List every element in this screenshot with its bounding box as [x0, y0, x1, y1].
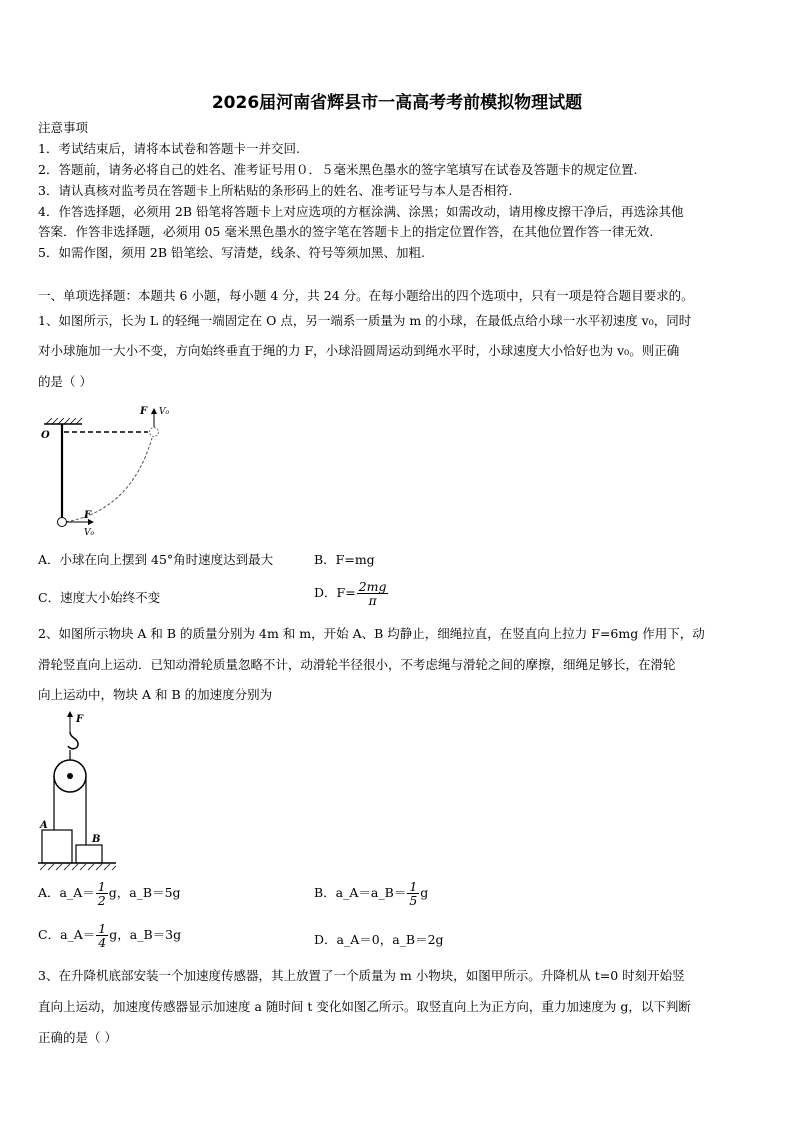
- notice-item: 2．答题前，请务必将自己的姓名、准考证号用０．５毫米黑色墨水的签字笔填写在试卷及答题卡的规定位置.: [38, 162, 638, 177]
- q2-label-A: A: [40, 820, 48, 831]
- q1-label-v0-bottom: V₀: [84, 528, 95, 538]
- section-heading: 一、单项选择题：本题共 6 小题，每小题 4 分，共 24 分。在每小题给出的四个选项中，只有一项是符合题目要求的。: [38, 288, 694, 303]
- q1-label-F-top: F: [140, 406, 148, 417]
- q1-option-d: D．F= $\frac{2mg}{\pi}$: [314, 579, 387, 608]
- q2-label-B: B: [92, 834, 101, 845]
- q3-line3: 正确的是（ ）: [38, 1030, 117, 1045]
- q2-option-d: D．a_A＝0，a_B＝2g: [314, 932, 444, 947]
- q2-figure: [36, 710, 136, 875]
- page-title: 2026届河南省辉县市一高高考考前模拟物理试题: [211, 93, 583, 113]
- q1-option-b: B．F=mg: [314, 552, 375, 567]
- notice-item: 3．请认真核对监考员在答题卡上所粘贴的条形码上的姓名、准考证号与本人是否相符.: [38, 183, 513, 198]
- q2-label-F: F: [76, 714, 84, 725]
- q1-option-c: C．速度大小始终不变: [38, 590, 161, 605]
- q1-figure: [36, 400, 176, 540]
- q1-option-a: A．小球在向上摆到 45°角时速度达到最大: [38, 552, 274, 567]
- q1-label-v0-top: V₀: [159, 407, 170, 417]
- q1-line3: 的是（ ）: [38, 374, 92, 389]
- q2-line2: 滑轮竖直向上运动．已知动滑轮质量忽略不计，动滑轮半径很小，不考虑绳与滑轮之间的摩擦，细绳足够长，在滑轮: [38, 657, 676, 672]
- q1-label-O: O: [41, 430, 50, 441]
- notice-heading: 注意事项: [38, 120, 89, 135]
- q1-line1: 1、如图所示，长为 L 的轻绳一端固定在 O 点，另一端系一质量为 m 的小球，在最低点给小球一水平初速度 v₀，同时: [38, 313, 692, 328]
- q2-line3: 向上运动中，物块 A 和 B 的加速度分别为: [38, 687, 273, 702]
- notice-item: 5．如需作图，须用 2B 铅笔绘、写清楚，线条、符号等须加黑、加粗.: [38, 245, 426, 260]
- q3-line2: 直向上运动，加速度传感器显示加速度 a 随时间 t 变化如图乙所示。取竖直向上为正方向，重力加速度为 g，以下判断: [38, 999, 691, 1014]
- q2-line1: 2、如图所示物块 A 和 B 的质量分别为 4m 和 m，开始 A、B 均静止，细绳拉直，在竖直向上拉力 F=6mg 作用下，动: [38, 626, 705, 641]
- q1-label-F-bottom: F: [84, 510, 92, 521]
- notice-item: 1．考试结束后，请将本试卷和答题卡一并交回.: [38, 141, 300, 156]
- q2-option-a: A．a_A＝ $\frac{1}{2}$ g，a_B＝5g: [38, 879, 181, 908]
- notice-item: 答案．作答非选择题，必须用 05 毫米黑色墨水的签字笔在答题卡上的指定位置作答，在其他位置作答一律无效.: [38, 224, 654, 239]
- q2-option-b: B．a_A＝a_B＝ $\frac{1}{5}$ g: [314, 879, 429, 908]
- q1-line2: 对小球施加一大小不变，方向始终垂直于绳的力 F，小球沿圆周运动到绳水平时，小球速度大小恰好也为 v₀。则正确: [38, 343, 680, 358]
- q3-line1: 3、在升降机底部安装一个加速度传感器，其上放置了一个质量为 m 小物块，如图甲所示。升降机从 t=0 时刻开始竖: [38, 968, 685, 983]
- notice-item: 4．作答选择题，必须用 2B 铅笔将答题卡上对应选项的方框涂满、涂黑；如需改动，请用橡皮擦干净后，再选涂其他: [38, 204, 684, 219]
- q2-option-c: C．a_A＝ $\frac{1}{4}$ g，a_B＝3g: [38, 921, 182, 950]
